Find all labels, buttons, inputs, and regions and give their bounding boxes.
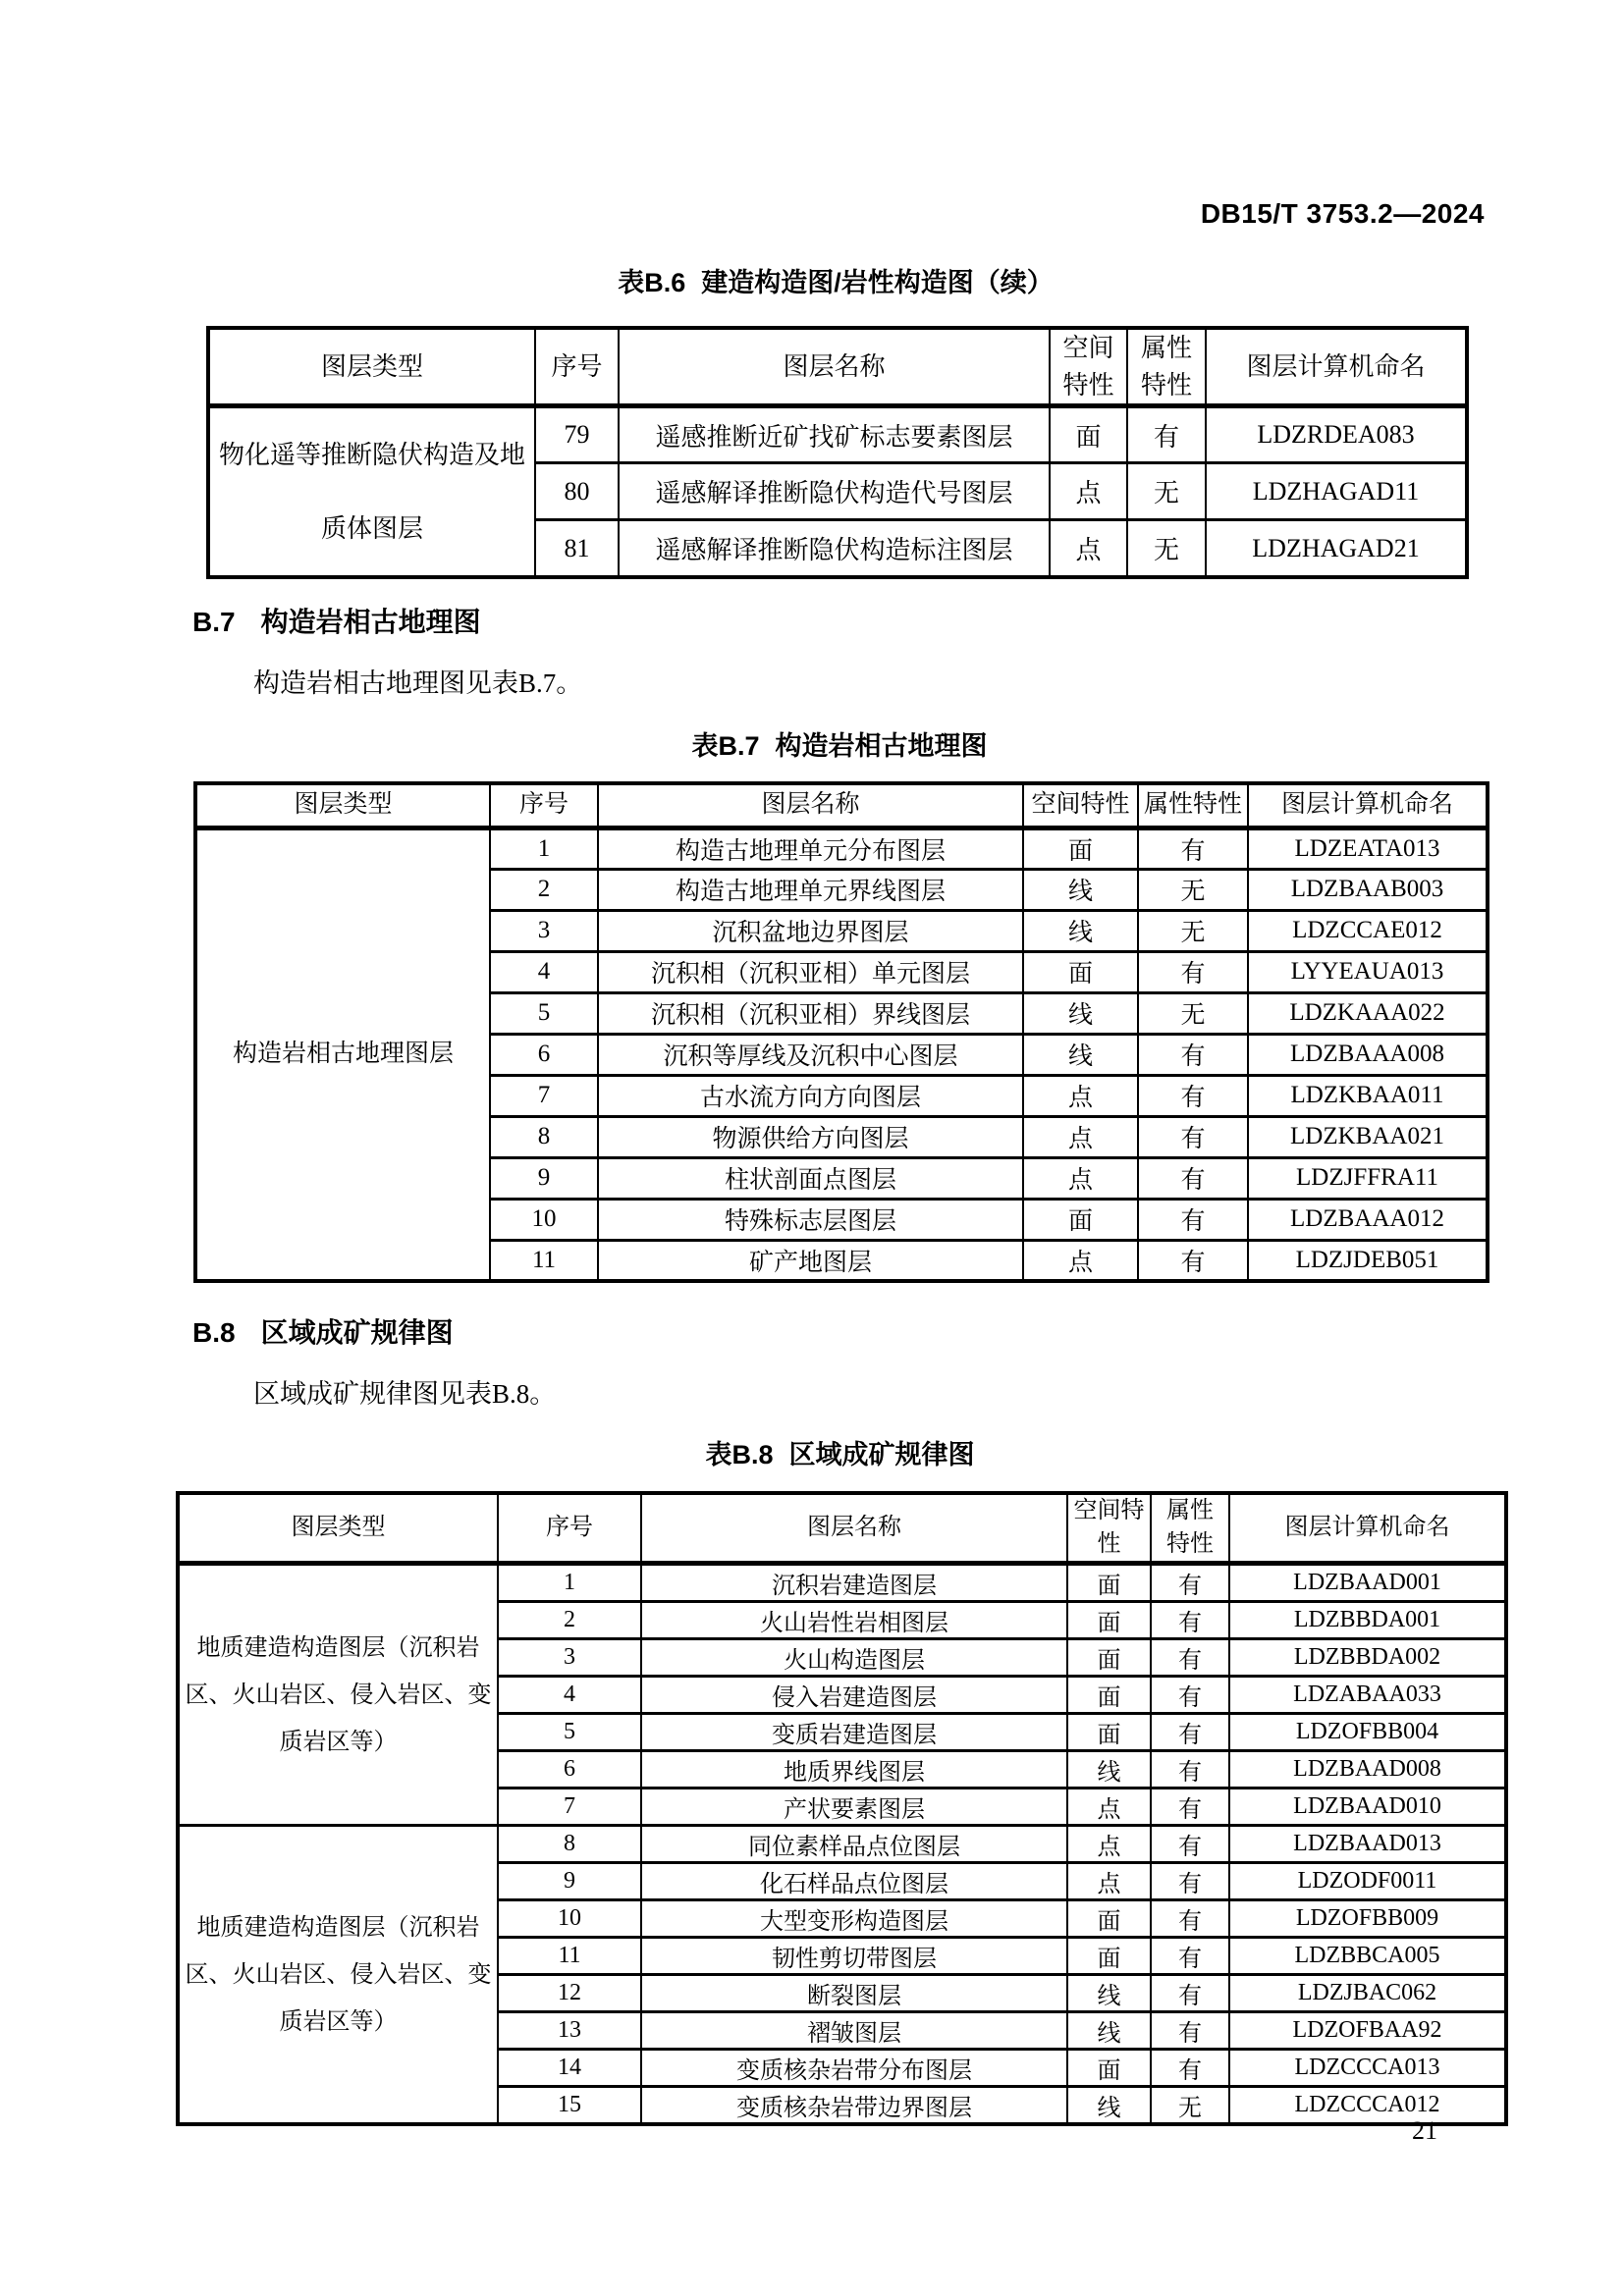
attribute-cell: 有 (1138, 1034, 1248, 1075)
spatial-cell: 面 (1067, 1639, 1151, 1677)
table-header-row (195, 783, 1488, 828)
attribute-cell: 有 (1138, 1199, 1248, 1240)
serial-cell: 13 (498, 2012, 641, 2050)
serial-cell: 6 (498, 1751, 641, 1789)
layer-name-cell: 构造古地理单元分布图层 (598, 828, 1023, 869)
spatial-cell: 点 (1023, 1157, 1138, 1199)
column-header: 空间特性 (1067, 1493, 1151, 1564)
attribute-cell: 有 (1151, 1826, 1229, 1863)
serial-cell: 3 (498, 1639, 641, 1677)
computer-name-cell: LDZOFBB004 (1229, 1714, 1506, 1751)
layer-name-cell: 沉积相（沉积亚相）单元图层 (598, 951, 1023, 992)
spatial-cell: 点 (1067, 1826, 1151, 1863)
computer-name-cell: LDZBAAD010 (1229, 1789, 1506, 1826)
column-header: 图层计算机命名 (1248, 783, 1488, 828)
layer-type-cell: 地质建造构造图层（沉积岩区、火山岩区、侵入岩区、变质岩区等） (178, 1564, 498, 1826)
layer-name-cell: 沉积相（沉积亚相）界线图层 (598, 992, 1023, 1034)
column-header: 图层计算机命名 (1229, 1493, 1506, 1564)
column-header: 空间特性 (1023, 783, 1138, 828)
table-b6-caption-title: 建造构造图/岩性构造图（续） (701, 268, 1054, 297)
section-b8-title: 区域成矿规律图 (260, 1317, 454, 1348)
computer-name-cell: LDZOFBB009 (1229, 1900, 1506, 1938)
table-b7-caption (193, 724, 1486, 763)
layer-name-cell: 地质界线图层 (641, 1751, 1067, 1789)
table-row (178, 1564, 1506, 1602)
attribute-cell: 有 (1151, 1751, 1229, 1789)
spatial-cell: 线 (1067, 2087, 1151, 2125)
computer-name-cell: LDZKAAA022 (1248, 992, 1488, 1034)
column-header: 序号 (535, 328, 619, 406)
serial-cell: 1 (490, 828, 598, 869)
spatial-cell: 面 (1067, 1938, 1151, 1975)
serial-cell: 9 (498, 1863, 641, 1900)
computer-name-cell: LDZEATA013 (1248, 828, 1488, 869)
computer-name-cell: LDZKBAA021 (1248, 1116, 1488, 1157)
serial-cell: 1 (498, 1564, 641, 1602)
computer-name-cell: LDZBBDA001 (1229, 1602, 1506, 1639)
computer-name-cell: LDZBAAD008 (1229, 1751, 1506, 1789)
table-b7-caption-title: 构造岩相古地理图 (775, 731, 988, 761)
layer-name-cell: 变质核杂岩带分布图层 (641, 2050, 1067, 2087)
computer-name-cell: LDZCCAE012 (1248, 910, 1488, 951)
spatial-cell: 点 (1023, 1075, 1138, 1116)
attribute-cell: 无 (1127, 463, 1206, 520)
layer-name-cell: 遥感解译推断隐伏构造代号图层 (619, 463, 1050, 520)
spatial-cell: 点 (1050, 463, 1127, 520)
attribute-cell: 有 (1151, 1938, 1229, 1975)
serial-cell: 5 (498, 1714, 641, 1751)
computer-name-cell: LDZBAAD013 (1229, 1826, 1506, 1863)
layer-name-cell: 断裂图层 (641, 1975, 1067, 2012)
computer-name-cell: LDZKBAA011 (1248, 1075, 1488, 1116)
spatial-cell: 面 (1067, 1564, 1151, 1602)
serial-cell: 2 (498, 1602, 641, 1639)
attribute-cell: 有 (1138, 951, 1248, 992)
computer-name-cell: LYYEAUA013 (1248, 951, 1488, 992)
layer-name-cell: 变质核杂岩带边界图层 (641, 2087, 1067, 2125)
computer-name-cell: LDZOFBAA92 (1229, 2012, 1506, 2050)
serial-cell: 10 (498, 1900, 641, 1938)
layer-name-cell: 物源供给方向图层 (598, 1116, 1023, 1157)
spatial-cell: 面 (1023, 1199, 1138, 1240)
layer-type-cell: 地质建造构造图层（沉积岩区、火山岩区、侵入岩区、变质岩区等） (178, 1826, 498, 2125)
column-header: 序号 (490, 783, 598, 828)
table-b7 (193, 781, 1489, 1283)
spatial-cell: 点 (1067, 1863, 1151, 1900)
section-b7-number: B.7 (192, 607, 236, 637)
serial-cell: 5 (490, 992, 598, 1034)
column-header: 序号 (498, 1493, 641, 1564)
serial-cell: 11 (490, 1240, 598, 1281)
section-b8-intro: 区域成矿规律图见表B.8。 (253, 1379, 557, 1409)
column-header: 属性特性 (1138, 783, 1248, 828)
attribute-cell: 有 (1151, 1975, 1229, 2012)
computer-name-cell: LDZJBAC062 (1229, 1975, 1506, 2012)
computer-name-cell: LDZBAAD001 (1229, 1564, 1506, 1602)
column-header: 属性特性 (1127, 328, 1206, 406)
table-header-row (178, 1493, 1506, 1564)
table-b8-caption (176, 1433, 1504, 1471)
section-b7-title: 构造岩相古地理图 (260, 607, 481, 637)
column-header: 图层类型 (195, 783, 490, 828)
column-header: 图层名称 (619, 328, 1050, 406)
table-row (195, 828, 1488, 869)
spatial-cell: 面 (1023, 951, 1138, 992)
column-header: 图层名称 (641, 1493, 1067, 1564)
attribute-cell: 有 (1127, 406, 1206, 463)
layer-name-cell: 韧性剪切带图层 (641, 1938, 1067, 1975)
serial-cell: 11 (498, 1938, 641, 1975)
table-row (208, 406, 1467, 463)
computer-name-cell: LDZODF0011 (1229, 1863, 1506, 1900)
spatial-cell: 线 (1067, 2012, 1151, 2050)
section-b7-intro: 构造岩相古地理图见表B.7。 (253, 668, 583, 698)
layer-type-cell: 物化遥等推断隐伏构造及地质体图层 (208, 406, 535, 577)
attribute-cell: 有 (1151, 1564, 1229, 1602)
spatial-cell: 线 (1023, 869, 1138, 910)
layer-name-cell: 遥感推断近矿找矿标志要素图层 (619, 406, 1050, 463)
table-b6-caption (206, 261, 1465, 299)
attribute-cell: 有 (1138, 1116, 1248, 1157)
attribute-cell: 有 (1151, 1863, 1229, 1900)
layer-name-cell: 侵入岩建造图层 (641, 1677, 1067, 1714)
attribute-cell: 有 (1138, 1075, 1248, 1116)
spatial-cell: 线 (1067, 1751, 1151, 1789)
computer-name-cell: LDZABAA033 (1229, 1677, 1506, 1714)
attribute-cell: 无 (1138, 869, 1248, 910)
layer-name-cell: 沉积岩建造图层 (641, 1564, 1067, 1602)
computer-name-cell: LDZJDEB051 (1248, 1240, 1488, 1281)
serial-cell: 15 (498, 2087, 641, 2125)
column-header: 属性特性 (1151, 1493, 1229, 1564)
spatial-cell: 点 (1050, 520, 1127, 577)
spatial-cell: 点 (1067, 1789, 1151, 1826)
serial-cell: 8 (498, 1826, 641, 1863)
section-b8-heading (192, 1311, 454, 1351)
serial-cell: 8 (490, 1116, 598, 1157)
layer-name-cell: 沉积盆地边界图层 (598, 910, 1023, 951)
attribute-cell: 无 (1138, 992, 1248, 1034)
column-header: 图层名称 (598, 783, 1023, 828)
attribute-cell: 无 (1127, 520, 1206, 577)
serial-cell: 4 (498, 1677, 641, 1714)
serial-cell: 3 (490, 910, 598, 951)
serial-cell: 7 (490, 1075, 598, 1116)
layer-name-cell: 古水流方向方向图层 (598, 1075, 1023, 1116)
table-b8-caption-title: 区域成矿规律图 (788, 1440, 975, 1469)
spatial-cell: 线 (1067, 1975, 1151, 2012)
spatial-cell: 面 (1050, 406, 1127, 463)
table-b6-caption-label: 表B.6 (618, 268, 686, 297)
attribute-cell: 有 (1151, 1639, 1229, 1677)
table-b6 (206, 326, 1469, 579)
computer-name-cell: LDZBBDA002 (1229, 1639, 1506, 1677)
attribute-cell: 有 (1151, 1900, 1229, 1938)
attribute-cell: 有 (1138, 828, 1248, 869)
layer-name-cell: 火山构造图层 (641, 1639, 1067, 1677)
computer-name-cell: LDZJFFRA11 (1248, 1157, 1488, 1199)
layer-name-cell: 构造古地理单元界线图层 (598, 869, 1023, 910)
column-header: 图层类型 (208, 328, 535, 406)
serial-cell: 81 (535, 520, 619, 577)
spatial-cell: 点 (1023, 1116, 1138, 1157)
attribute-cell: 有 (1138, 1157, 1248, 1199)
serial-cell: 6 (490, 1034, 598, 1075)
spatial-cell: 面 (1023, 828, 1138, 869)
layer-name-cell: 褶皱图层 (641, 2012, 1067, 2050)
table-row (178, 1826, 1506, 1863)
spatial-cell: 面 (1067, 1677, 1151, 1714)
column-header: 图层类型 (178, 1493, 498, 1564)
layer-name-cell: 同位素样品点位图层 (641, 1826, 1067, 1863)
table-b7-caption-label: 表B.7 (691, 731, 760, 761)
section-b7-heading (192, 601, 481, 640)
spatial-cell: 线 (1023, 992, 1138, 1034)
computer-name-cell: LDZCCCA012 (1229, 2087, 1506, 2125)
section-b8-number: B.8 (192, 1317, 236, 1348)
table-b8-caption-label: 表B.8 (705, 1440, 774, 1469)
spatial-cell: 点 (1023, 1240, 1138, 1281)
computer-name-cell: LDZBAAA012 (1248, 1199, 1488, 1240)
attribute-cell: 无 (1151, 2087, 1229, 2125)
spatial-cell: 线 (1023, 1034, 1138, 1075)
computer-name-cell: LDZBBCA005 (1229, 1938, 1506, 1975)
spatial-cell: 面 (1067, 1900, 1151, 1938)
spatial-cell: 面 (1067, 1714, 1151, 1751)
attribute-cell: 有 (1138, 1240, 1248, 1281)
spatial-cell: 面 (1067, 2050, 1151, 2087)
layer-name-cell: 遥感解译推断隐伏构造标注图层 (619, 520, 1050, 577)
attribute-cell: 有 (1151, 1714, 1229, 1751)
layer-name-cell: 变质岩建造图层 (641, 1714, 1067, 1751)
serial-cell: 79 (535, 406, 619, 463)
layer-type-cell: 构造岩相古地理图层 (195, 828, 490, 1281)
computer-name-cell: LDZRDEA083 (1206, 406, 1467, 463)
page-number: 21 (1412, 2116, 1437, 2145)
column-header: 空间特性 (1050, 328, 1127, 406)
attribute-cell: 有 (1151, 2012, 1229, 2050)
layer-name-cell: 化石样品点位图层 (641, 1863, 1067, 1900)
serial-cell: 10 (490, 1199, 598, 1240)
computer-name-cell: LDZBAAA008 (1248, 1034, 1488, 1075)
serial-cell: 7 (498, 1789, 641, 1826)
serial-cell: 9 (490, 1157, 598, 1199)
serial-cell: 12 (498, 1975, 641, 2012)
standard-number: DB15/T 3753.2—2024 (1200, 198, 1485, 229)
attribute-cell: 有 (1151, 2050, 1229, 2087)
table-header-row (208, 328, 1467, 406)
computer-name-cell: LDZCCCA013 (1229, 2050, 1506, 2087)
layer-name-cell: 柱状剖面点图层 (598, 1157, 1023, 1199)
attribute-cell: 无 (1138, 910, 1248, 951)
layer-name-cell: 火山岩性岩相图层 (641, 1602, 1067, 1639)
attribute-cell: 有 (1151, 1602, 1229, 1639)
computer-name-cell: LDZHAGAD11 (1206, 463, 1467, 520)
column-header: 图层计算机命名 (1206, 328, 1467, 406)
spatial-cell: 面 (1067, 1602, 1151, 1639)
attribute-cell: 有 (1151, 1789, 1229, 1826)
computer-name-cell: LDZBAAB003 (1248, 869, 1488, 910)
serial-cell: 80 (535, 463, 619, 520)
serial-cell: 2 (490, 869, 598, 910)
layer-name-cell: 矿产地图层 (598, 1240, 1023, 1281)
serial-cell: 14 (498, 2050, 641, 2087)
layer-name-cell: 产状要素图层 (641, 1789, 1067, 1826)
layer-name-cell: 特殊标志层图层 (598, 1199, 1023, 1240)
attribute-cell: 有 (1151, 1677, 1229, 1714)
table-b8 (176, 1491, 1508, 2126)
layer-name-cell: 大型变形构造图层 (641, 1900, 1067, 1938)
serial-cell: 4 (490, 951, 598, 992)
computer-name-cell: LDZHAGAD21 (1206, 520, 1467, 577)
spatial-cell: 线 (1023, 910, 1138, 951)
layer-name-cell: 沉积等厚线及沉积中心图层 (598, 1034, 1023, 1075)
